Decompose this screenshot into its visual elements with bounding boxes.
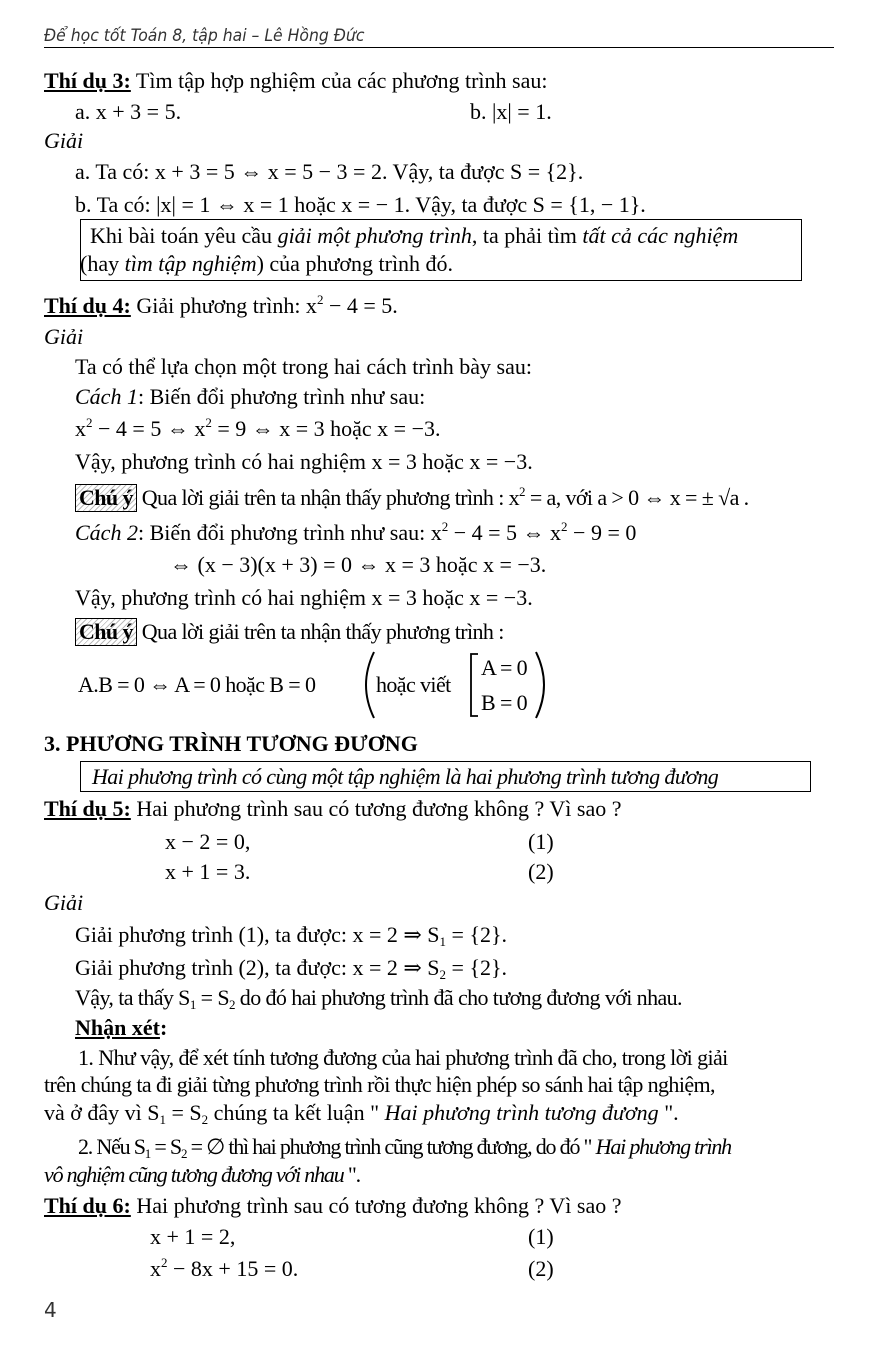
note-text: = a, với a > 0 ⇔ x = ± √a . [524, 485, 749, 510]
exponent: 2 [519, 484, 525, 499]
rule-alt-label: hoặc viết [376, 672, 451, 697]
method-2-text: − 9 = 0 [567, 520, 637, 545]
method-1-label: Cách 1 [75, 384, 138, 409]
method-2-equation: ⇔ (x − 3)(x + 3) = 0 ⇔ x = 3 hoặc x = −3. [170, 552, 547, 577]
eq-part: = S [195, 985, 229, 1010]
rule-case-a: A = 0 [481, 655, 528, 680]
right-paren [536, 652, 544, 718]
exponent: 2 [205, 415, 212, 430]
eq-part: chúng ta kết luận " [208, 1100, 385, 1125]
note-badge: Chú ý [75, 484, 137, 512]
example-5-eq-1: x − 2 = 0, [165, 829, 251, 854]
eq-part: Vậy, ta thấy S [75, 985, 190, 1010]
remark-2-line-1 [78, 1134, 731, 1160]
exponent: 2 [561, 519, 568, 534]
eq-part: = {2}. [446, 922, 508, 947]
exponent: 2 [316, 292, 324, 307]
definition-text: Hai phương trình có cùng một tập nghiệm là hai phương trình tương đương [92, 764, 719, 789]
eq-part: Giải phương trình (2), ta được: x = 2 ⇒ S [75, 955, 440, 980]
note-text: Qua lời giải trên ta nhận thấy phương trình : x [136, 485, 520, 510]
example-3-solution-b: b. Ta có: |x| = 1 ⇔ x = 1 hoặc x = − 1. Vậy, ta được S = {1, − 1}. [75, 192, 646, 217]
method-2-conclusion: Vậy, phương trình có hai nghiệm x = 3 hoặc x = −3. [75, 585, 533, 610]
method-2-heading [75, 520, 636, 546]
example-4-text: − 4 = 5. [323, 293, 398, 318]
eq-emph: Hai phương trình tương đương [384, 1100, 659, 1125]
remark-1-line-3 [44, 1100, 679, 1126]
method-2-text: : Biến đổi phương trình như sau: x [137, 520, 442, 545]
tip-text: (hay [80, 251, 125, 276]
method-2-label: Cách 2 [75, 520, 138, 545]
example-3-solution-a: a. Ta có: x + 3 = 5 ⇔ x = 5 − 3 = 2. Vậy, ta được S = {2}. [75, 159, 584, 184]
method-1-conclusion: Vậy, phương trình có hai nghiệm x = 3 hoặc x = −3. [75, 449, 533, 474]
subscript: 1 [159, 1112, 167, 1127]
example-5-text: Hai phương trình sau có tương đương không ? Vì sao ? [130, 796, 622, 821]
page-header: Để học tốt Toán 8, tập hai – Lê Hồng Đức [44, 26, 365, 46]
example-5-eq-1-number: (1) [528, 829, 554, 854]
eq-part: − 4 = 5 ⇔ x [92, 416, 206, 441]
tip-text: Khi bài toán yêu cầu [90, 223, 278, 248]
eq-part: = ∅ thì hai phương trình cũng tương đương, do đó " [186, 1134, 596, 1159]
tip-emph: tất cả các nghiệm [582, 223, 739, 248]
note-2 [75, 618, 504, 646]
eq-part: x [75, 416, 86, 441]
left-square-bracket [471, 654, 478, 716]
example-6-eq-2-number: (2) [528, 1256, 554, 1281]
tip-text: , ta phải tìm [471, 223, 583, 248]
method-1-equation [75, 416, 441, 442]
example-3-heading [44, 68, 547, 94]
eq-part: = S [150, 1134, 181, 1159]
method-2-text: − 4 = 5 ⇔ x [448, 520, 562, 545]
eq-part: x [150, 1256, 161, 1281]
example-6-eq-1-number: (1) [528, 1224, 554, 1249]
remark-colon: : [159, 1015, 168, 1040]
example-3-label: Thí dụ 3: [44, 68, 131, 93]
subscript: 2 [201, 1112, 209, 1127]
eq-part: do đó hai phương trình đã cho tương đương với nhau. [234, 985, 682, 1010]
remark-1-line-2: trên chúng ta đi giải từng phương trình rồi thực hiện phép so sánh hai tập nghiệm, [44, 1072, 715, 1097]
example-6-heading [44, 1193, 621, 1219]
example-5-heading [44, 796, 621, 822]
example-5-label: Thí dụ 5: [44, 796, 131, 821]
eq-part: = {2}. [446, 955, 508, 980]
eq-part: ". [658, 1100, 679, 1125]
example-5-eq-2-number: (2) [528, 859, 554, 884]
page-number: 4 [44, 1298, 57, 1322]
example-4-heading [44, 293, 398, 319]
example-6-eq-2 [150, 1256, 298, 1282]
exponent: 2 [161, 1255, 168, 1270]
remark-2-line-2 [44, 1162, 360, 1188]
eq-part: ". [343, 1162, 360, 1187]
example-4-label: Thí dụ 4: [44, 293, 131, 318]
example-4-intro: Ta có thể lựa chọn một trong hai cách trình bày sau: [75, 354, 532, 379]
eq-part: 2. Nếu S [78, 1134, 145, 1159]
example-5-solution-1 [75, 922, 507, 948]
eq-emph: vô nghiệm cũng tương đương với nhau [44, 1162, 344, 1187]
note-text: Qua lời giải trên ta nhận thấy phương trình : [136, 619, 504, 644]
eq-part: = 9 ⇔ x = 3 hoặc x = −3. [211, 416, 441, 441]
header-divider [44, 47, 834, 48]
tip-line-1 [90, 223, 738, 249]
subscript: 1 [439, 934, 447, 949]
tip-line-2 [80, 251, 453, 277]
exponent: 2 [441, 519, 449, 534]
subscript: 2 [439, 967, 447, 982]
remark-heading [75, 1015, 167, 1041]
subscript: 1 [189, 997, 196, 1012]
note-badge: Chú ý [75, 618, 137, 646]
example-4-solve-label: Giải [44, 324, 84, 349]
example-6-eq-1: x + 1 = 2, [150, 1224, 236, 1249]
method-1-heading [75, 384, 425, 410]
tip-emph: tìm tập nghiệm [124, 251, 257, 276]
remark-1-line-1: 1. Như vậy, để xét tính tương đương của hai phương trình đã cho, trong lời giải [78, 1045, 728, 1070]
eq-part: và ở đây vì S [44, 1100, 160, 1125]
example-5-eq-2: x + 1 = 3. [165, 859, 251, 884]
example-6-label: Thí dụ 6: [44, 1193, 131, 1218]
eq-part: − 8x + 15 = 0. [167, 1256, 299, 1281]
rule-case-b: B = 0 [481, 690, 528, 715]
eq-part: = S [166, 1100, 202, 1125]
eq-part: Giải phương trình (1), ta được: x = 2 ⇒ S [75, 922, 440, 947]
subscript: 2 [180, 1146, 187, 1161]
section-3-title: 3. PHƯƠNG TRÌNH TƯƠNG ĐƯƠNG [44, 731, 418, 756]
note-1 [75, 484, 749, 512]
example-3-text: Tìm tập hợp nghiệm của các phương trình sau: [130, 68, 548, 93]
subscript: 2 [228, 997, 235, 1012]
tip-emph: giải một phương trình [277, 223, 472, 248]
subscript: 1 [144, 1146, 151, 1161]
left-paren [366, 652, 374, 718]
tip-text: ) của phương trình đó. [256, 251, 454, 276]
example-5-solution-2 [75, 955, 507, 981]
example-5-solve-label: Giải [44, 890, 84, 915]
example-6-text: Hai phương trình sau có tương đương không ? Vì sao ? [130, 1193, 622, 1218]
eq-emph: Hai phương trình [595, 1134, 731, 1159]
example-3-solve-label: Giải [44, 128, 84, 153]
example-3-part-a: a. x + 3 = 5. [75, 99, 182, 124]
example-3-part-b: b. |x| = 1. [470, 99, 552, 124]
method-1-text: : Biến đổi phương trình như sau: [137, 384, 426, 409]
product-rule: A.B = 0 ⇔ A = 0 hoặc B = 0 [78, 672, 316, 697]
example-5-conclusion [75, 985, 682, 1011]
exponent: 2 [86, 415, 93, 430]
example-4-text: Giải phương trình: x [130, 293, 317, 318]
remark-label: Nhận xét [75, 1015, 160, 1040]
